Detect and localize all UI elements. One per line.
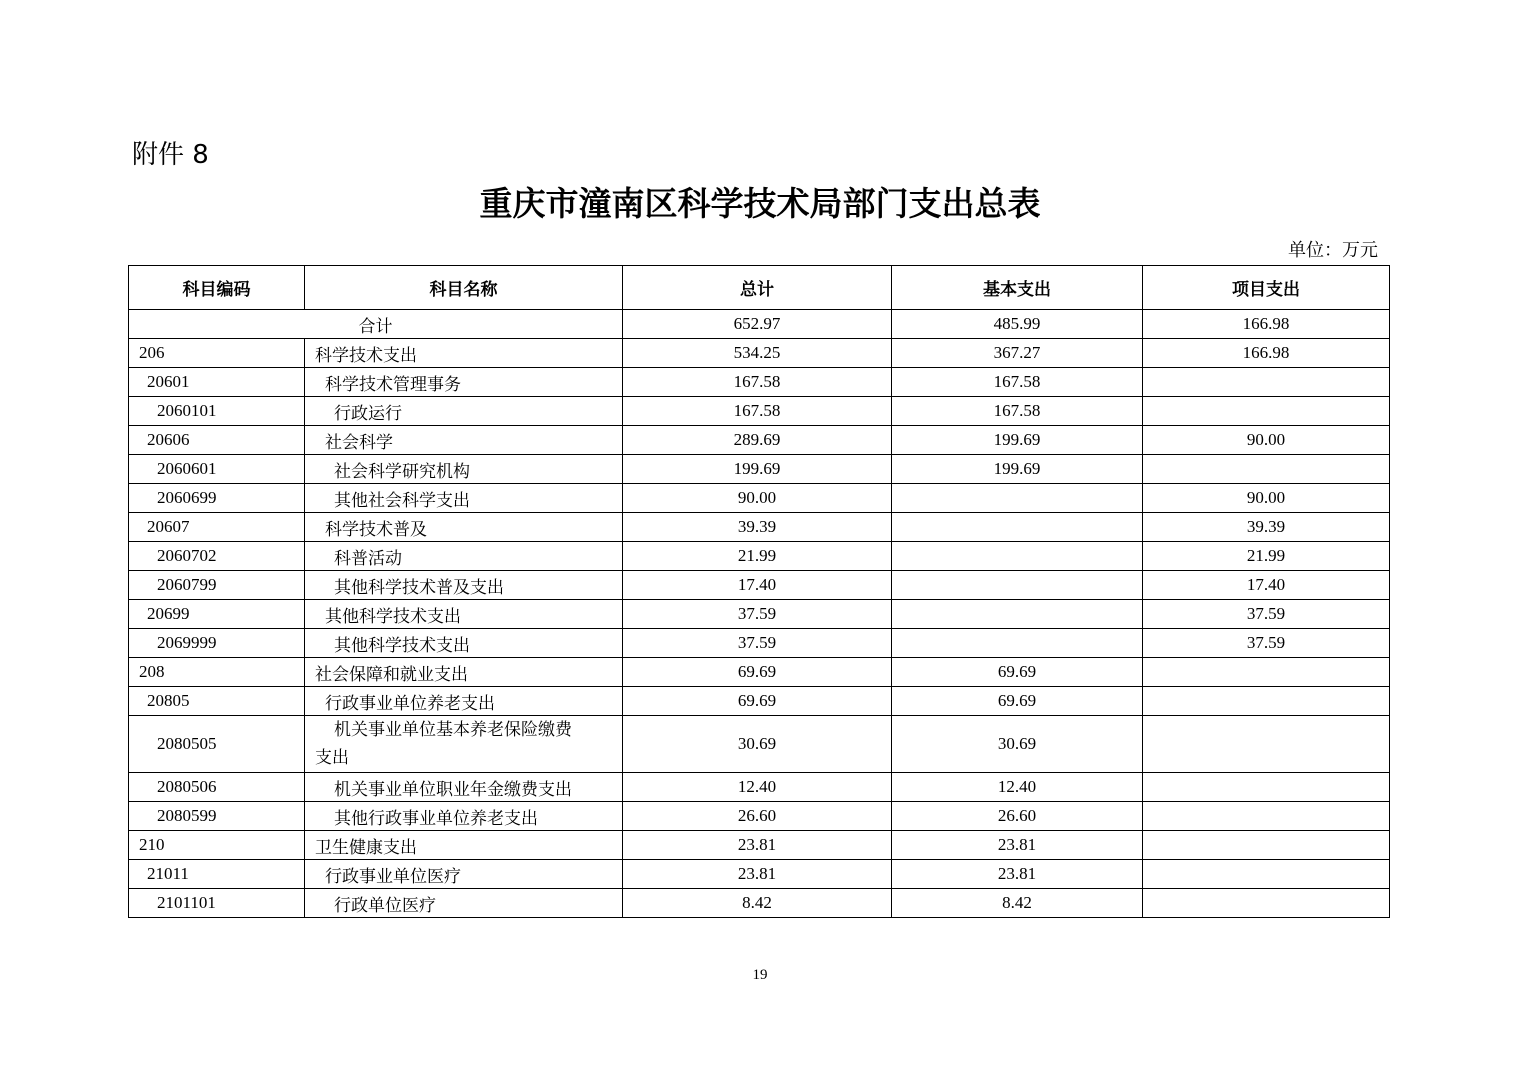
row-name: 社会科学研究机构	[305, 455, 623, 484]
row-name: 卫生健康支出	[305, 831, 623, 860]
table-row	[129, 339, 1390, 368]
row-total: 289.69	[623, 426, 892, 455]
row-code: 208	[129, 658, 305, 687]
row-code: 2101101	[129, 889, 305, 918]
row-basic: 12.40	[892, 773, 1143, 802]
row-total: 8.42	[623, 889, 892, 918]
row-name: 科学技术管理事务	[305, 368, 623, 397]
total-row	[129, 310, 1390, 339]
row-total: 23.81	[623, 831, 892, 860]
row-code: 2060702	[129, 542, 305, 571]
column-header-name: 科目名称	[305, 266, 623, 310]
column-header-project: 项目支出	[1143, 266, 1390, 310]
row-code: 2080505	[129, 716, 305, 773]
row-project	[1143, 860, 1390, 889]
row-basic: 8.42	[892, 889, 1143, 918]
row-project: 39.39	[1143, 513, 1390, 542]
row-name: 其他科学技术支出	[305, 629, 623, 658]
row-basic: 30.69	[892, 716, 1143, 773]
row-name: 其他社会科学支出	[305, 484, 623, 513]
total-total: 652.97	[623, 310, 892, 339]
row-total: 167.58	[623, 368, 892, 397]
row-total: 199.69	[623, 455, 892, 484]
column-header-total: 总计	[623, 266, 892, 310]
row-project	[1143, 687, 1390, 716]
table-row	[129, 484, 1390, 513]
row-basic	[892, 542, 1143, 571]
table-row	[129, 687, 1390, 716]
row-total: 37.59	[623, 629, 892, 658]
table-row	[129, 773, 1390, 802]
row-code: 20699	[129, 600, 305, 629]
row-basic	[892, 600, 1143, 629]
row-basic	[892, 629, 1143, 658]
row-total: 69.69	[623, 658, 892, 687]
row-name: 行政事业单位养老支出	[305, 687, 623, 716]
row-name: 行政运行	[305, 397, 623, 426]
row-project: 90.00	[1143, 484, 1390, 513]
row-code: 20607	[129, 513, 305, 542]
row-total: 26.60	[623, 802, 892, 831]
row-project	[1143, 397, 1390, 426]
row-total: 30.69	[623, 716, 892, 773]
row-total: 39.39	[623, 513, 892, 542]
table-row	[129, 716, 1390, 773]
row-total: 69.69	[623, 687, 892, 716]
row-code: 20805	[129, 687, 305, 716]
expenditure-table	[128, 265, 1390, 918]
row-project: 21.99	[1143, 542, 1390, 571]
row-code: 206	[129, 339, 305, 368]
total-project: 166.98	[1143, 310, 1390, 339]
row-project: 37.59	[1143, 600, 1390, 629]
row-project	[1143, 802, 1390, 831]
row-code: 2060601	[129, 455, 305, 484]
row-code: 2060799	[129, 571, 305, 600]
row-name: 社会科学	[305, 426, 623, 455]
row-name: 行政单位医疗	[305, 889, 623, 918]
row-code: 20601	[129, 368, 305, 397]
total-basic: 485.99	[892, 310, 1143, 339]
row-name: 其他行政事业单位养老支出	[305, 802, 623, 831]
row-basic: 23.81	[892, 831, 1143, 860]
page-number: 19	[752, 967, 768, 983]
row-code: 2080506	[129, 773, 305, 802]
row-basic: 23.81	[892, 860, 1143, 889]
table-row	[129, 397, 1390, 426]
row-project	[1143, 889, 1390, 918]
row-project: 37.59	[1143, 629, 1390, 658]
column-header-code: 科目编码	[129, 266, 305, 310]
row-basic: 69.69	[892, 658, 1143, 687]
unit-label: 单位：万元	[1288, 240, 1378, 260]
row-code: 2069999	[129, 629, 305, 658]
table-row	[129, 860, 1390, 889]
row-basic	[892, 571, 1143, 600]
row-project: 17.40	[1143, 571, 1390, 600]
row-basic: 69.69	[892, 687, 1143, 716]
row-total: 21.99	[623, 542, 892, 571]
row-name: 科普活动	[305, 542, 623, 571]
row-project: 166.98	[1143, 339, 1390, 368]
row-name	[305, 716, 623, 773]
row-code: 20606	[129, 426, 305, 455]
table-row	[129, 426, 1390, 455]
row-project	[1143, 658, 1390, 687]
table-header-row	[129, 266, 1390, 310]
row-code: 21011	[129, 860, 305, 889]
row-code: 2080599	[129, 802, 305, 831]
row-name: 其他科学技术普及支出	[305, 571, 623, 600]
row-total: 17.40	[623, 571, 892, 600]
column-header-basic: 基本支出	[892, 266, 1143, 310]
row-total: 534.25	[623, 339, 892, 368]
table-row	[129, 802, 1390, 831]
table-row	[129, 542, 1390, 571]
row-project	[1143, 831, 1390, 860]
row-basic: 199.69	[892, 426, 1143, 455]
row-project	[1143, 716, 1390, 773]
row-code: 2060699	[129, 484, 305, 513]
table-row	[129, 571, 1390, 600]
row-name-line1: 机关事业单位基本养老保险缴费	[334, 720, 572, 739]
row-total: 37.59	[623, 600, 892, 629]
table-row	[129, 513, 1390, 542]
table-row	[129, 658, 1390, 687]
row-total: 12.40	[623, 773, 892, 802]
row-project	[1143, 773, 1390, 802]
row-name: 机关事业单位职业年金缴费支出	[305, 773, 623, 802]
row-name-line2: 支出	[315, 748, 349, 767]
row-basic	[892, 513, 1143, 542]
row-total: 90.00	[623, 484, 892, 513]
row-code: 210	[129, 831, 305, 860]
row-total: 23.81	[623, 860, 892, 889]
row-basic: 367.27	[892, 339, 1143, 368]
table-row	[129, 831, 1390, 860]
table-row	[129, 455, 1390, 484]
row-code: 2060101	[129, 397, 305, 426]
row-name: 社会保障和就业支出	[305, 658, 623, 687]
document-title: 重庆市潼南区科学技术局部门支出总表	[479, 184, 1041, 223]
row-basic: 26.60	[892, 802, 1143, 831]
row-name: 其他科学技术支出	[305, 600, 623, 629]
row-name: 行政事业单位医疗	[305, 860, 623, 889]
table-row	[129, 368, 1390, 397]
table-row	[129, 629, 1390, 658]
table-row	[129, 889, 1390, 918]
row-basic: 167.58	[892, 368, 1143, 397]
row-total: 167.58	[623, 397, 892, 426]
table-row	[129, 600, 1390, 629]
row-name: 科学技术普及	[305, 513, 623, 542]
row-basic: 167.58	[892, 397, 1143, 426]
total-label: 合计	[129, 310, 623, 339]
row-name: 科学技术支出	[305, 339, 623, 368]
attachment-label: 附件 8	[132, 140, 209, 170]
row-project: 90.00	[1143, 426, 1390, 455]
row-project	[1143, 368, 1390, 397]
row-project	[1143, 455, 1390, 484]
row-basic	[892, 484, 1143, 513]
row-basic: 199.69	[892, 455, 1143, 484]
